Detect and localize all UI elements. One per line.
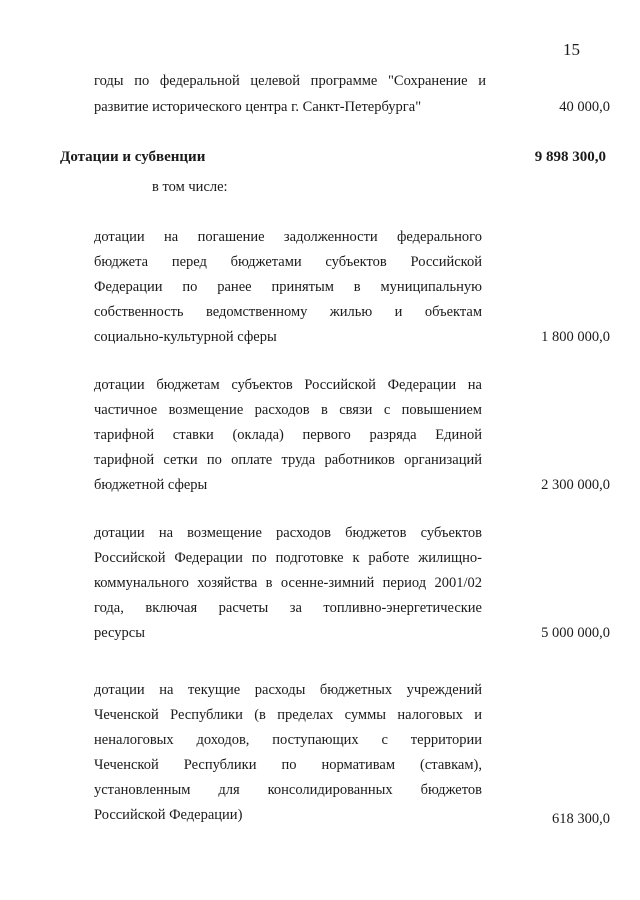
item-line: тарифной ставки (оклада) первого разряда Единой	[94, 427, 482, 443]
intro-amount: 40 000,0	[559, 99, 610, 115]
item-line: тарифной сетки по оплате труда работников организаций	[94, 452, 482, 468]
item-line: дотации на текущие расходы бюджетных учреждений	[94, 682, 482, 698]
item-amount: 5 000 000,0	[541, 625, 610, 641]
item-line: частичное возмещение расходов в связи с повышением	[94, 402, 482, 418]
item-line: Российской Федерации по подготовке к работе жилищно-	[94, 550, 482, 566]
item-amount: 2 300 000,0	[541, 477, 610, 493]
item-line: Российской Федерации)	[94, 807, 243, 823]
item-line: бюджета перед бюджетами субъектов Российской	[94, 254, 482, 270]
item-amount: 618 300,0	[552, 811, 610, 827]
item-line: коммунального хозяйства в осенне-зимний период 2001/02	[94, 575, 482, 591]
section-title: Дотации и субвенции	[60, 149, 206, 165]
intro-line-1: годы по федеральной целевой программе "Сохранение и	[94, 73, 486, 89]
section-subtitle: в том числе:	[152, 179, 228, 195]
item-line: Чеченской Республики (в пределах суммы налоговых и	[94, 707, 482, 723]
item-line: дотации бюджетам субъектов Российской Федерации на	[94, 377, 482, 393]
item-line: года, включая расчеты за топливно-энергетические	[94, 600, 482, 616]
section-amount: 9 898 300,0	[534, 149, 606, 165]
item-line: установленным для консолидированных бюджетов	[94, 782, 482, 798]
item-line: собственность ведомственному жилью и объектам	[94, 304, 482, 320]
item-line: Чеченской Республики по нормативам (ставкам),	[94, 757, 482, 773]
item-amount: 1 800 000,0	[541, 329, 610, 345]
item-line: дотации на возмещение расходов бюджетов субъектов	[94, 525, 482, 541]
page-number: 15	[563, 40, 580, 59]
item-line: Федерации по ранее принятым в муниципальную	[94, 279, 482, 295]
item-line: дотации на погашение задолженности федерального	[94, 229, 482, 245]
item-line: бюджетной сферы	[94, 477, 208, 493]
item-line: неналоговых доходов, поступающих с территории	[94, 732, 482, 748]
item-line: ресурсы	[94, 625, 145, 641]
intro-line-2: развитие исторического центра г. Санкт-Петербурга"	[94, 99, 422, 115]
item-line: социально-культурной сферы	[94, 329, 277, 345]
